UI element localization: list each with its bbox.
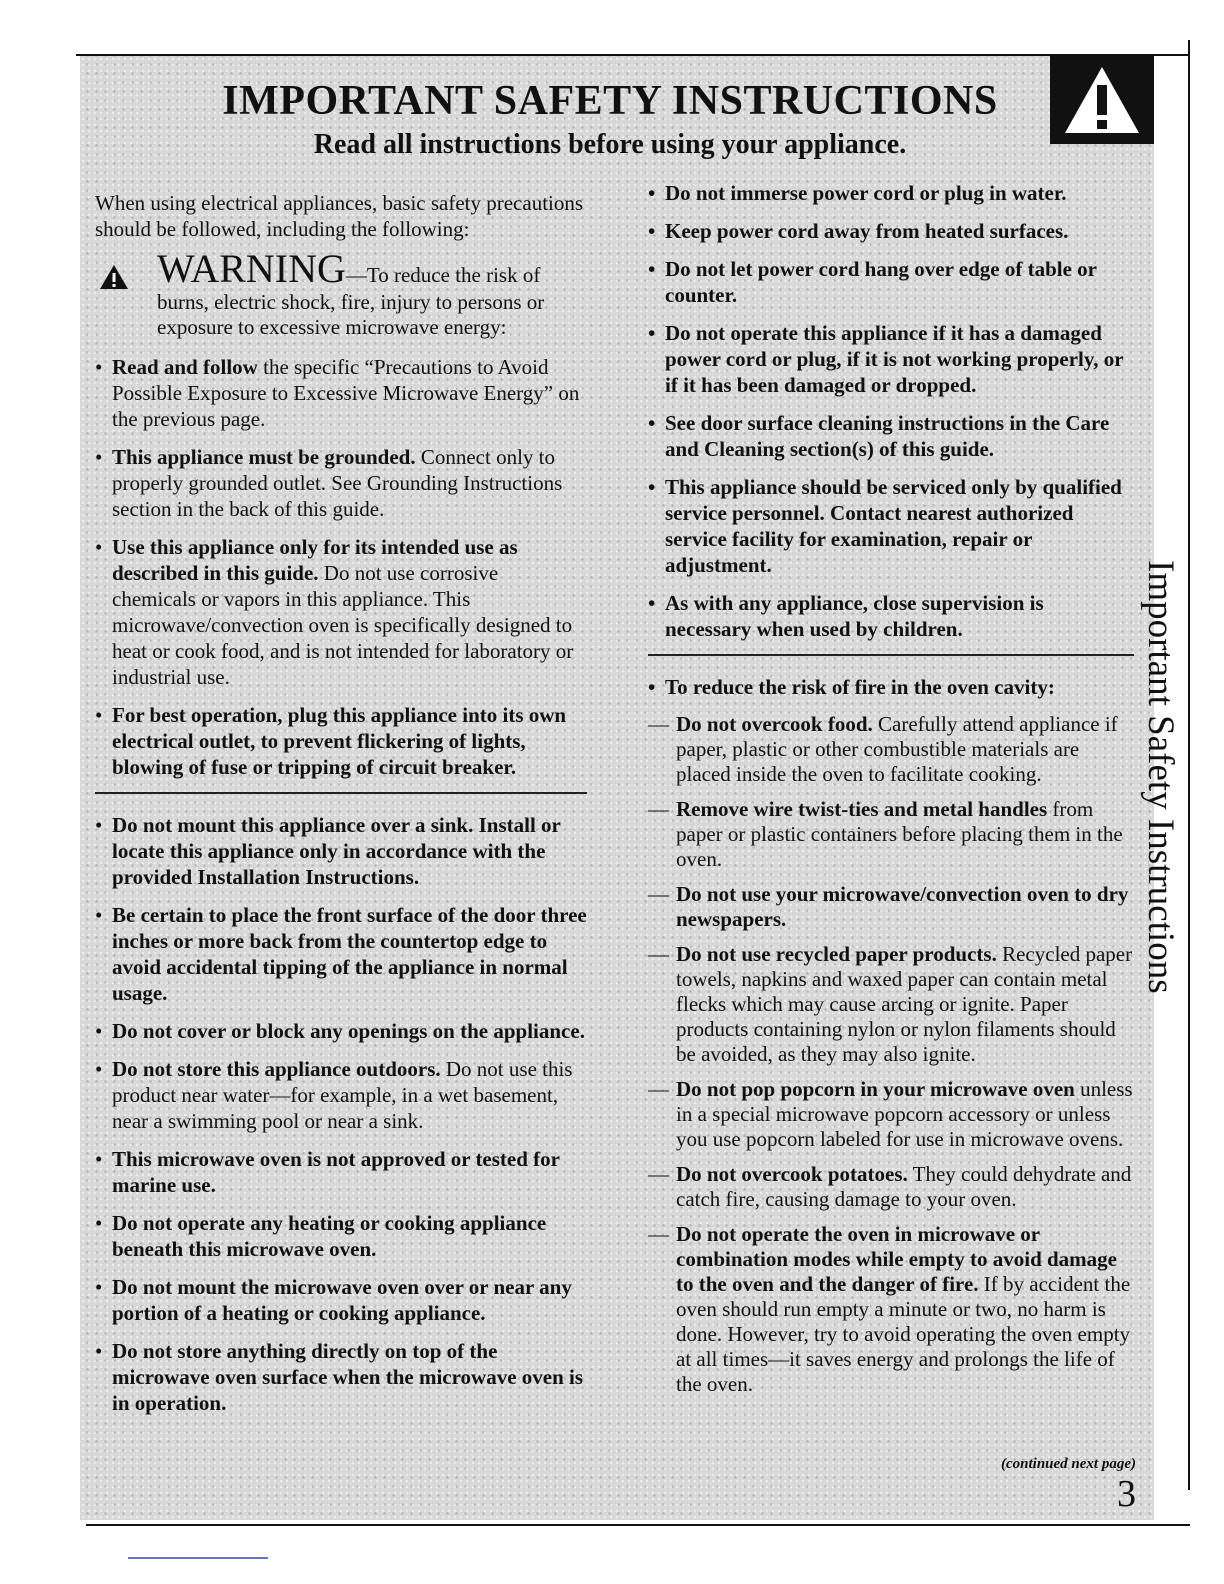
warning-word: WARNING [157,246,346,291]
list-item: • See door surface cleaning instructions in the Care and Cleaning section(s) of this guide. [648,410,1134,462]
list-item: • Do not cover or block any openings on the appliance. [95,1018,587,1044]
list-item: • This appliance must be grounded. Connect only to properly grounded outlet. See Grounding Instructions section in the back of this guide. [95,444,587,522]
list-item: — Do not overcook food. Carefully attend appliance if paper, plastic or other combustible materials are placed inside the oven to facilitate cooking. [648,712,1118,786]
list-item: • Read and follow the specific “Precautions to Avoid Possible Exposure to Excessive Microwave Energy” on the previous page. [95,354,587,432]
list-item: — Do not overcook potatoes. They could dehydrate and catch fire, causing damage to your oven. [648,1162,1132,1211]
list-item: • Do not store this appliance outdoors. Do not use this product near water—for example, in a wet basement, near a swimming pool or near a sink. [95,1056,587,1134]
side-tab-label: Important Safety Instructions [1140,560,1181,994]
section-divider [95,792,587,794]
page-number: 3 [1117,1473,1136,1515]
list-item: • Use this appliance only for its intended use as described in this guide. Do not use corrosive chemicals or vapors in this appliance. This microwave/convection oven is specifically designed to heat or cook food, and is not intended for laboratory or industrial use. [95,534,587,690]
list-item: • Do not operate this appliance if it has a damaged power cord or plug, if it is not working properly, or if it has been damaged or dropped. [648,320,1134,398]
list-item: • Do not let power cord hang over edge of table or counter. [648,256,1134,308]
list-item: — Remove wire twist-ties and metal handles from paper or plastic containers before placing them in the oven. [648,797,1123,871]
list-item: — Do not use recycled paper products. Recycled paper towels, napkins and waxed paper can contain metal flecks which may cause arcing or ignite. Paper products containing nylon or nylon filaments should be avoided, as they may also ignite. [648,942,1133,1066]
bottom-link-line [128,1557,268,1559]
list-item: — Do not operate the oven in microwave or combination modes while empty to avoid damage to the oven and the danger of fire. If by accident the oven should run empty a minute or two, no harm is done. However, try to avoid operating the oven empty at all times—it saves energy and prolongs the life of the oven. [648,1222,1131,1396]
bottom-rule [86,1524,1190,1526]
page-title: IMPORTANT SAFETY INSTRUCTIONS [222,78,998,124]
list-item: • Do not immerse power cord or plug in water. [648,180,1134,206]
warning-block [95,248,587,340]
list-item: • Keep power cord away from heated surfaces. [648,218,1134,244]
side-tab [1140,560,1192,1020]
fire-heading: • To reduce the risk of fire in the oven cavity: [648,674,1134,700]
section-divider [648,654,1134,656]
list-item: • Do not mount the microwave oven over or near any portion of a heating or cooking appliance. [95,1274,587,1326]
list-item: — Do not pop popcorn in your microwave oven unless in a special microwave popcorn accessory or unless you use popcorn labeled for use in microwave ovens. [648,1077,1133,1151]
list-item: • For best operation, plug this appliance into its own electrical outlet, to prevent flickering of lights, blowing of fuse or tripping of circuit breaker. [95,702,587,780]
list-item: • Do not store anything directly on top of the microwave oven surface when the microwave oven is in operation. [95,1338,587,1416]
list-item: • Do not mount this appliance over a sink. Install or locate this appliance only in accordance with the provided Installation Instructions. [95,812,587,890]
warning-text: —To reduce the risk of burns, electric shock, fire, injury to persons or exposure to excessive microwave energy: [157,263,545,339]
page-subtitle: Read all instructions before using your appliance. [313,129,907,160]
intro-text: When using electrical appliances, basic safety precautions should be followed, including the following: [95,191,584,241]
warning-icon [99,264,129,290]
left-column [95,190,587,1428]
right-column [648,180,1134,1407]
warning-triangle-icon [1063,65,1141,135]
list-item: • As with any appliance, close supervision is necessary when used by children. [648,590,1134,642]
list-item: • This microwave oven is not approved or tested for marine use. [95,1146,587,1198]
list-item: • This appliance should be serviced only by qualified service personnel. Contact nearest authorized service facility for examination, repair or adjustment. [648,474,1134,578]
list-item: • Do not operate any heating or cooking appliance beneath this microwave oven. [95,1210,587,1262]
continued-note: (continued next page) [1001,1456,1136,1472]
list-item: — Do not use your microwave/convection oven to dry newspapers. [648,882,1129,931]
list-item: • Be certain to place the front surface of the door three inches or more back from the countertop edge to avoid accidental tipping of the appliance in normal usage. [95,902,587,1006]
